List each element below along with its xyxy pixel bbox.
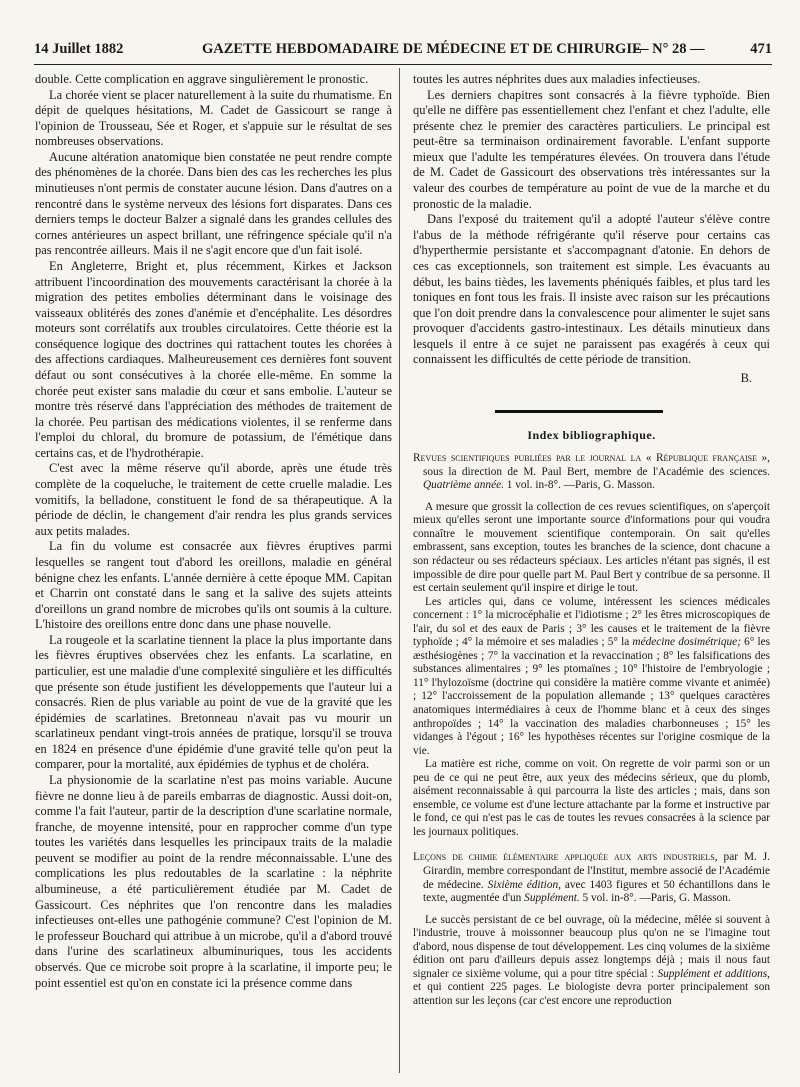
bibliography-entry xyxy=(413,452,770,839)
paragraph: La fin du volume est consacrée aux fièvres éruptives parmi lesquelles se rangent tout d'abord les oreillons, maladie en général bénigne chez les enfants. L'année dernière à cette époque MM. Capitan et Charrin ont constaté dans le sang et la salive des sujets atteints d'oreillons un grand nombre de microbes qu'ils ont soumis à la culture. L'histoire des oreillons entre donc dans une phase nouvelle. xyxy=(35,539,392,632)
paragraph: Aucune altération anatomique bien constatée ne peut rendre compte des phénomènes de la chorée. Dans bien des cas les recherches les plus minutieuses n'ont permis de constater aucune lésion. Dans d'autres on a rencontré dans le système nerveux des lésions fort disparates. Dans ces derniers temps le docteur Balzer a signalé dans les grandes cellules des cornes antérieures un aspect brillant, une réfringence spéciale qu'il n'a pas rencontrée ailleurs. Mais il ne s'agit encore que d'un fait isolé. xyxy=(35,149,392,258)
header-date: 14 Juillet 1882 xyxy=(34,41,124,57)
paragraph: double. Cette complication en aggrave singulièrement le pronostic. xyxy=(35,72,369,86)
column-divider xyxy=(399,68,400,1073)
paragraph: toutes les autres néphrites dues aux maladies infectieuses. xyxy=(413,72,701,86)
bibliography-entry xyxy=(413,851,770,1008)
right-column xyxy=(413,72,770,1072)
header-rule xyxy=(34,64,772,65)
paragraph: La physionomie de la scarlatine n'est pas moins variable. Aucune fièvre ne donne lieu à de pareils embarras de diagnostic. Aussi doit-on, comme l'a fait l'auteur, partir de la description d'une scarlatine normale, franche, de moyenne intensité, pour en rapprocher comme d'un type toutes les variétés dans lesquelles les principaux traits de la maladie peuvent se modifier au point de la rendre méconnaissable. L'une des complications les plus redoutables de la scarlatine : la néphrite albumineuse, a été particulièrement étudiée par M. Cadet de Gassicourt. Ces néphrites que l'on rencontre dans les maladies infectieuses ont-elles une pathogénie commune? C'est l'opinion de M. le professeur Bouchard qui attribue à un microbe, qu'il a d'abord trouvé dans l'urine des scarlatineux albuminuriques, tous les accidents observés. Que ce microbe soit propre à la scarlatine, il importe peu; le point essentiel est qu'on en constate ici la présence comme dans xyxy=(35,773,392,990)
entry-citation: Revues scientifiques publiées par le journal la « République française », sous la direction de M. Paul Bert, membre de l'Académie des sciences. Quatrième année. 1 vol. in-8°. —Paris, G. Masson. xyxy=(413,452,770,492)
left-column xyxy=(35,72,392,1072)
section-title: Index bibliographique. xyxy=(527,427,656,442)
entry-title: Revues scientifiques publiées par le journal la « République française » xyxy=(413,452,768,465)
running-header xyxy=(34,41,772,63)
paragraph: Dans l'exposé du traitement qu'il a adopté l'auteur s'élève contre l'abus de la méthode réfrigérante qu'il réserve pour certains cas d'hyperthermie persistante et s'accompagnant d'atonie. En dehors de ces cas exceptionnels, son traitement est simple. Les évacuants au début, les bains tièdes, les lavements phéniqués faibles, et plus tard les toniques en font tous les frais. Il insiste avec raison sur les précautions que l'on doit prendre dans la convalescence pour alimenter le sujet sans provoquer d'accidents gastro-intestinaux. Les détails minutieux dans lesquels il entre à ce sujet ne paraissent pas exagérés à ceux qui connaissent les difficultés de cette période de transition. xyxy=(413,212,770,367)
paragraph: Le succès persistant de ce bel ouvrage, où la médecine, mêlée si souvent à l'industrie, trouve à moissonner beaucoup plus qu'on ne se l'imagine tout d'abord, nous dispense de tout développement. Les cinq volumes de la sixième édition ont paru d'ailleurs depuis assez longtemps déjà ; mais il nous faut signaler ce sixième volume, qui a pour titre spécial : Supplément et additions, et qui contient 225 pages. Le biologiste devra porter principalement son attention sur les leçons (car c'est encore une reproduction xyxy=(413,913,770,1007)
header-issue-number: — N° 28 — xyxy=(634,41,705,57)
paragraph: Les articles qui, dans ce volume, intéressent les sciences médicales concernent : 1° la microcéphalie et l'idiotisme ; 2° les êtres microscopiques de l'air, du sol et des eaux de Paris ; 3° les causes et le traitement de la fièvre typhoïde ; 4° la mémoire et ses maladies ; 5° la médecine dosimétrique; 6° les æsthésiogènes ; 7° la vaccination et la revaccination ; 8° les falsifications des substances alimentaires ; 9° les ptomaïnes ; 10° l'histoire de l'embryologie ; 11° l'hylozoïsme (doctrine qui considère la matière comme vivante et animée) ; 12° l'accroissement de la population allemande ; 13° quelques caractères anatomiques intermédiaires à ceux de l'homme blanc et à ceux des singes anthropoïdes ; 14° la vaccination des maladies charbonneuses ; 15° les vidanges à l'égout ; 16° les hypothèses récentes sur l'origine cosmique de la vie. xyxy=(413,595,770,757)
paragraph: Les derniers chapitres sont consacrés à la fièvre typhoïde. Bien qu'elle ne diffère pas essentiellement chez l'enfant et chez l'adulte, elle présente chez le premier des caractères particuliers. Le principal est peut-être sa terminaison ordinairement favorable. L'enfant supporte mieux que l'adulte les températures élevées. On trouvera dans l'étude de M. Cadet de Gassicourt des observations très intéressantes sur la valeur des courbes de température au point de vue de la marche et du pronostic de la maladie. xyxy=(413,87,770,211)
paragraph: La chorée vient se placer naturellement à la suite du rhumatisme. En dépit de quelques hésitations, M. Cadet de Gassicourt se range à l'opinion de Trousseau, Sée et Roger, et s'appuie sur le résultat de ses nombreuses observations. xyxy=(35,87,392,149)
header-title: GAZETTE HEBDOMADAIRE DE MÉDECINE ET DE CHIRURGIE xyxy=(202,41,642,57)
paragraph: La rougeole et la scarlatine tiennent la place la plus importante dans les fièvres éruptives observées chez les enfants. La scarlatine, en particulier, est une maladie d'une complexité singulière et les difficultés que présente son étude justifient les développements que l'auteur lui a consacrés. Rien de plus variable au point de vue de la gravité que les épidémies de scarlatines. Bretonneau n'avait pas vu mourir un scarlatineux pendant vingt-trois années de pratique, lorsqu'il se trouva en 1824 en présence d'une épidémie d'une gravité telle qu'on peut la comparer, pour la mortalité, aux épidémies de typhus et de choléra. xyxy=(35,632,392,772)
paragraph: C'est avec la même réserve qu'il aborde, après une étude très complète de la coqueluche, le traitement de cette cruelle maladie. Les vomitifs, la belladone, constituent le fond de sa thérapeutique. A la période de déclin, le changement d'air rendra les plus grands services aux petits malades. xyxy=(35,461,392,538)
entry-citation: Leçons de chimie élémentaire appliquée aux arts industriels, par M. J. Girardin, membre correspondant de l'Institut, membre associé de l'Académie de médecine. Sixième édition, avec 1403 figures et 50 échantillons dans le texte, augmentée d'un Supplément. 5 vol. in-8°. —Paris, G. Masson. xyxy=(413,851,770,905)
paragraph: La matière est riche, comme on voit. On regrette de voir parmi son or un peu de ce qui ne peut être, aux yeux des médecins sérieux, que du plomb, aisément reconnaissable à qui parcourra la liste des articles ; mais, dans son ensemble, ce volume est d'une lecture attachante par la forme et instructive par le fond, ce qui n'est pas le cas de toutes les revues consacrées à la science par les journaux politiques. xyxy=(413,758,770,838)
paragraph: En Angleterre, Bright et, plus récemment, Kirkes et Jackson attribuent l'incoordination des mouvements caractérisant la chorée à la migration des petites embolies déterminant dans le voisinage des vaisseaux oblitérés des zones d'anémie et d'encéphalite. Les désordres moteurs sont corrélatifs aux troubles circulatoires. Cette théorie est la conséquence logique des doctrines qui rattachent toutes les chorées à des affections cardiaques. Malheureusement ces dernières font souvent défaut ou sont consécutives à la chorée elle-même. En somme la chorée peut exister sans maladie du cœur et sans embolie. L'auteur se montre très réservé dans l'appréciation des méthodes de traitement de la chorée. Peu partisan des médications violentes, il se renferme dans l'emploi du chloral, du bromure de potassium, de l'émétique dans certains cas, et de l'hydrothérapie. xyxy=(35,258,392,460)
paragraph: A mesure que grossit la collection de ces revues scientifiques, on s'aperçoit mieux qu'elles seront une importante source d'informations pour qui voudra connaître le mouvement scientifique contemporain. On sait qu'elles embrassent, sans exception, toutes les branches de la science, dont chacune a son rédacteur ou ses rédacteurs spéciaux. Les articles n'étant pas signés, il est impossible de dire pour quelle part M. Paul Bert y contribue de sa personne. Il est certain seulement qu'il inspire et dirige le tout. xyxy=(413,500,770,595)
author-signature: B. xyxy=(740,370,752,385)
entry-title: Leçons de chimie élémentaire appliquée aux arts industriels xyxy=(413,851,715,864)
header-page-number: 471 xyxy=(750,41,772,57)
section-separator xyxy=(495,410,663,413)
